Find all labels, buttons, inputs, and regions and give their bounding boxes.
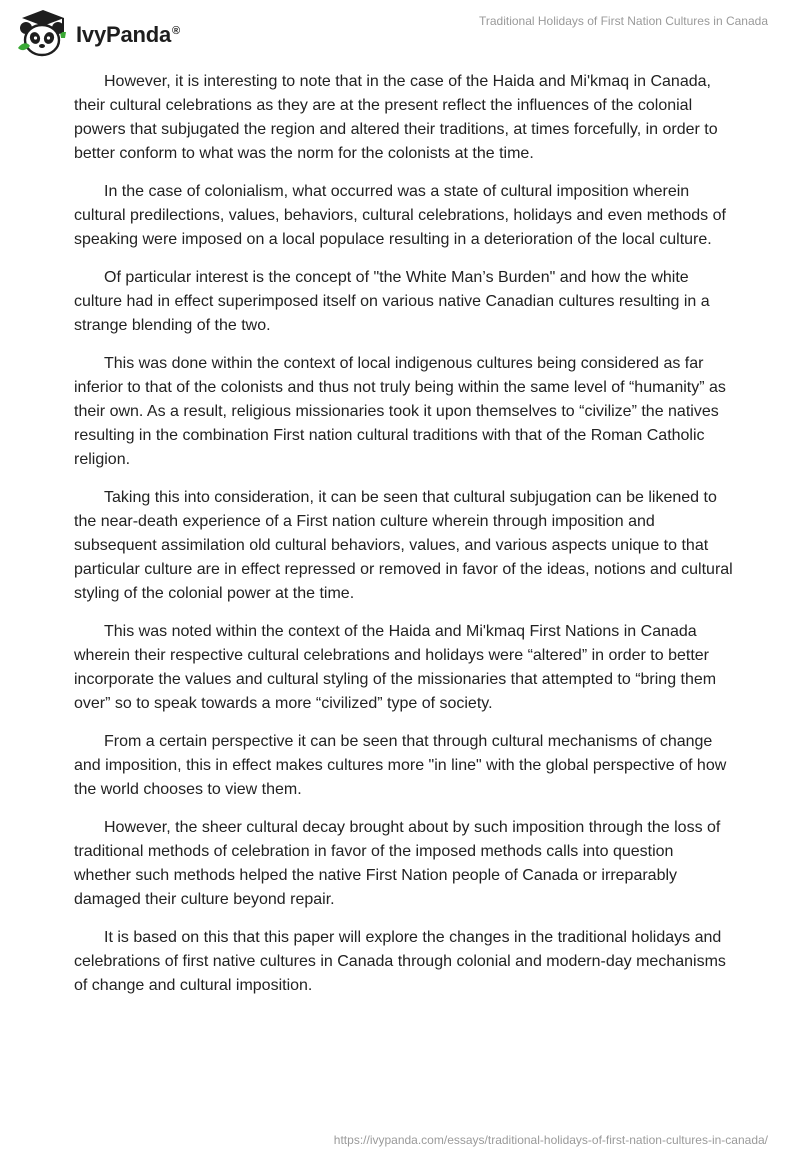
paragraph: In the case of colonialism, what occurred was a state of cultural imposition wherein cultural predilections, values, behaviors, cultural celebrations, holidays and even methods of speaking were imposed on a local populace resulting in a deterioration of the local culture. [74, 183, 726, 248]
registered-mark: ® [172, 24, 180, 37]
ivypanda-logo[interactable] [14, 8, 180, 60]
paragraph: From a certain perspective it can be seen that through cultural mechanisms of change and imposition, this in effect makes cultures more "in line" with the global perspective of how the world chooses to view them. [74, 733, 727, 798]
page-header [0, 0, 800, 70]
paragraph: Taking this into consideration, it can be seen that cultural subjugation can be likened to the near-death experience of a First nation culture wherein through imposition and subsequent assimilation old cultural behaviors, values, and various aspects unique to that particular culture are in effect repressed or removed in favor of the ideas, notions and cultural styling of the colonial power at the time. [74, 489, 733, 602]
paragraph: However, it is interesting to note that in the case of the Haida and Mi'kmaq in Canada, their cultural celebrations as they are at the present reflect the influences of the colonial powers that subjugated the region and altered their traditions, at times forcefully, in order to better conform to what was the norm for the colonists at the time. [74, 73, 718, 162]
document-title: Traditional Holidays of First Nation Cultures in Canada [478, 14, 768, 28]
source-url[interactable]: https://ivypanda.com/essays/traditional-holidays-of-first-nation-cultures-in-canada/ [333, 1133, 768, 1147]
paragraph: This was done within the context of local indigenous cultures being considered as far inferior to that of the colonists and thus not truly being within the same level of “humanity” as their own. As a result, religious missionaries took it upon themselves to “civilize” the natives resulting in the combination First nation cultural traditions with that of the Roman Catholic religion. [74, 355, 726, 468]
paragraph: It is based on this that this paper will explore the changes in the traditional holidays and celebrations of first native cultures in Canada through colonial and modern-day mechanisms of change and cultural imposition. [74, 929, 726, 994]
brand-name: IvyPanda® [76, 22, 180, 47]
paragraph: This was noted within the context of the Haida and Mi'kmaq First Nations in Canada wherein their respective cultural celebrations and holidays were “altered” in order to better incorporate the values and cultural styling of the missionaries that attempted to “bring them over” so to speak towards a more “civilized” type of society. [74, 623, 717, 712]
panda-graduation-cap-icon [14, 8, 72, 60]
paragraph: However, the sheer cultural decay brought about by such imposition through the loss of traditional methods of celebration in favor of the imposed methods calls into question whether such methods helped the native First Nation people of Canada or irreparably damaged their culture beyond repair. [74, 819, 721, 908]
paragraph: Of particular interest is the concept of "the White Man’s Burden" and how the white culture had in effect superimposed itself on various native Canadian cultures resulting in a strange blending of the two. [74, 269, 710, 334]
essay-body [74, 70, 734, 1012]
